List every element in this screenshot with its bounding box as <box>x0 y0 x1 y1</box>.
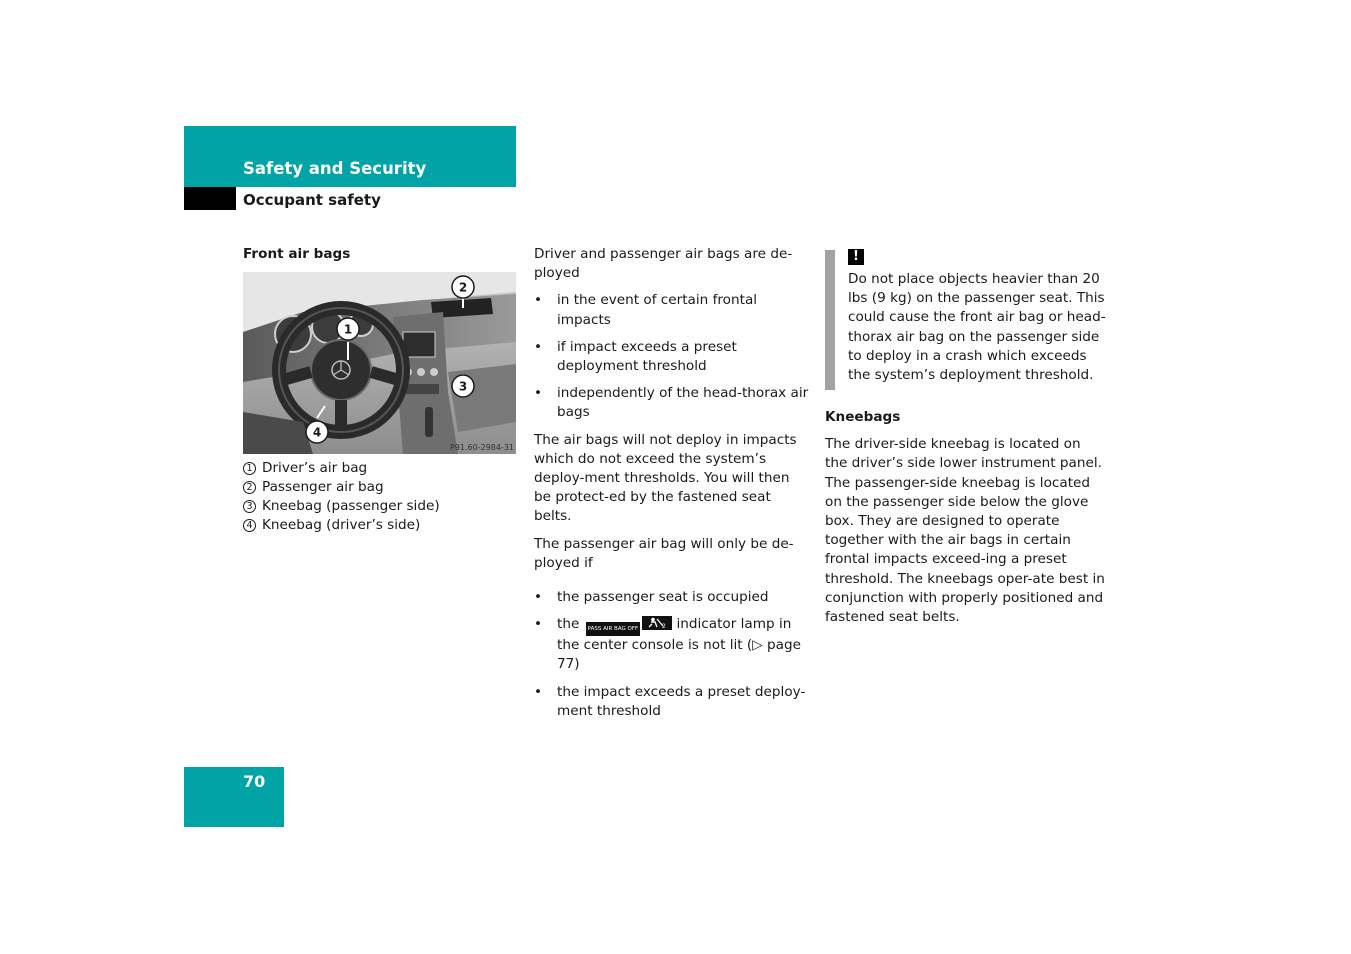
pass-airbag-off-lamp: PASS AIR BAG OFF <box>586 622 641 636</box>
legend-number: 2 <box>243 481 256 494</box>
bullet-text: the passenger seat is occupied <box>557 589 769 606</box>
svg-text:2: 2 <box>662 623 666 631</box>
legend-item <box>243 516 518 535</box>
bullet-dot: • <box>534 589 543 606</box>
warning-icon: ! <box>848 249 864 265</box>
bullet-item <box>534 338 809 376</box>
passenger-bullet-list <box>534 588 809 721</box>
kneebags-text: The driver-side kneebag is located on the driver’s side lower instrument panel. The passenger-side kneebag is located on the passenger side below the glove box. They are designed to operate together with the air bags in certain frontal impacts exceed-ing a preset threshold. The kneebags oper-ate best in conjunction with properly positioned and fastened seat belts. <box>825 436 1105 626</box>
column-front-airbags <box>243 245 518 535</box>
figure-legend <box>243 459 518 535</box>
bullet-dot: • <box>534 683 543 700</box>
deploy-intro: Driver and passenger air bags are de-ployed <box>534 246 793 282</box>
dashboard-illustration <box>243 272 516 454</box>
legend-item <box>243 497 518 516</box>
front-air-bags-heading: Front air bags <box>243 246 351 262</box>
bullet-text: if impact exceeds a preset deployment threshold <box>557 338 737 375</box>
no-deploy-text: The air bags will not deploy in impacts which do not exceed the system’s deploy-ment thresholds. You will then be protect-ed by the fastened seat belts. <box>534 431 797 525</box>
page-number-box <box>184 767 284 827</box>
column-deployment <box>534 245 809 729</box>
bullet-text: independently of the head-thorax air bags <box>557 385 809 421</box>
callout-2: 2 <box>458 280 468 295</box>
passenger-intro: The passenger air bag will only be de-ployed if <box>534 535 794 571</box>
bullet-text: the impact exceeds a preset deploy-ment threshold <box>557 683 806 719</box>
kneebags-heading: Kneebags <box>825 409 901 425</box>
deploy-bullet-list <box>534 291 809 422</box>
figure-code: P91.60-2984-31 <box>449 443 514 453</box>
bullet-dot: • <box>534 292 543 309</box>
warning-bar <box>825 250 835 390</box>
callout-4: 4 <box>312 425 322 440</box>
airbag-off-icon <box>642 616 672 630</box>
page-number: 70 <box>243 772 266 791</box>
callout-3: 3 <box>458 379 468 394</box>
bullet-item <box>534 384 809 422</box>
bullet-item <box>534 588 809 607</box>
dashboard-airbag-figure <box>243 272 516 454</box>
section-marker <box>184 187 236 210</box>
legend-label: Kneebag (passenger side) <box>262 498 440 515</box>
legend-label: Passenger air bag <box>262 479 384 496</box>
legend-item <box>243 478 518 497</box>
bullet-dot: • <box>534 338 543 355</box>
bullet-text-suffix: indicator lamp in the center console is not lit (▷ page 77) <box>557 616 801 673</box>
legend-item <box>243 459 518 478</box>
legend-number: 4 <box>243 519 256 532</box>
bullet-text: in the event of certain frontal impacts <box>557 292 758 328</box>
bullet-dot: • <box>534 616 543 633</box>
bullet-item <box>534 683 809 721</box>
bullet-dot: • <box>534 385 543 402</box>
legend-label: Driver’s air bag <box>262 460 368 477</box>
column-kneebags <box>825 408 1105 627</box>
legend-number: 3 <box>243 500 256 513</box>
legend-label: Kneebag (driver’s side) <box>262 517 421 534</box>
bullet-item <box>534 291 809 329</box>
subsection-title: Occupant safety <box>243 191 381 209</box>
section-title: Safety and Security <box>243 159 427 178</box>
bullet-text-prefix: the <box>557 616 580 633</box>
legend-number: 1 <box>243 462 256 475</box>
bullet-item <box>534 615 809 674</box>
callout-1: 1 <box>343 322 353 337</box>
warning-text: Do not place objects heavier than 20 lbs (9 kg) on the passenger seat. This could cause the front air bag or head-thorax air bag on the passenger side to deploy in a crash which exceeds the system’s deployment threshold. <box>848 271 1106 384</box>
